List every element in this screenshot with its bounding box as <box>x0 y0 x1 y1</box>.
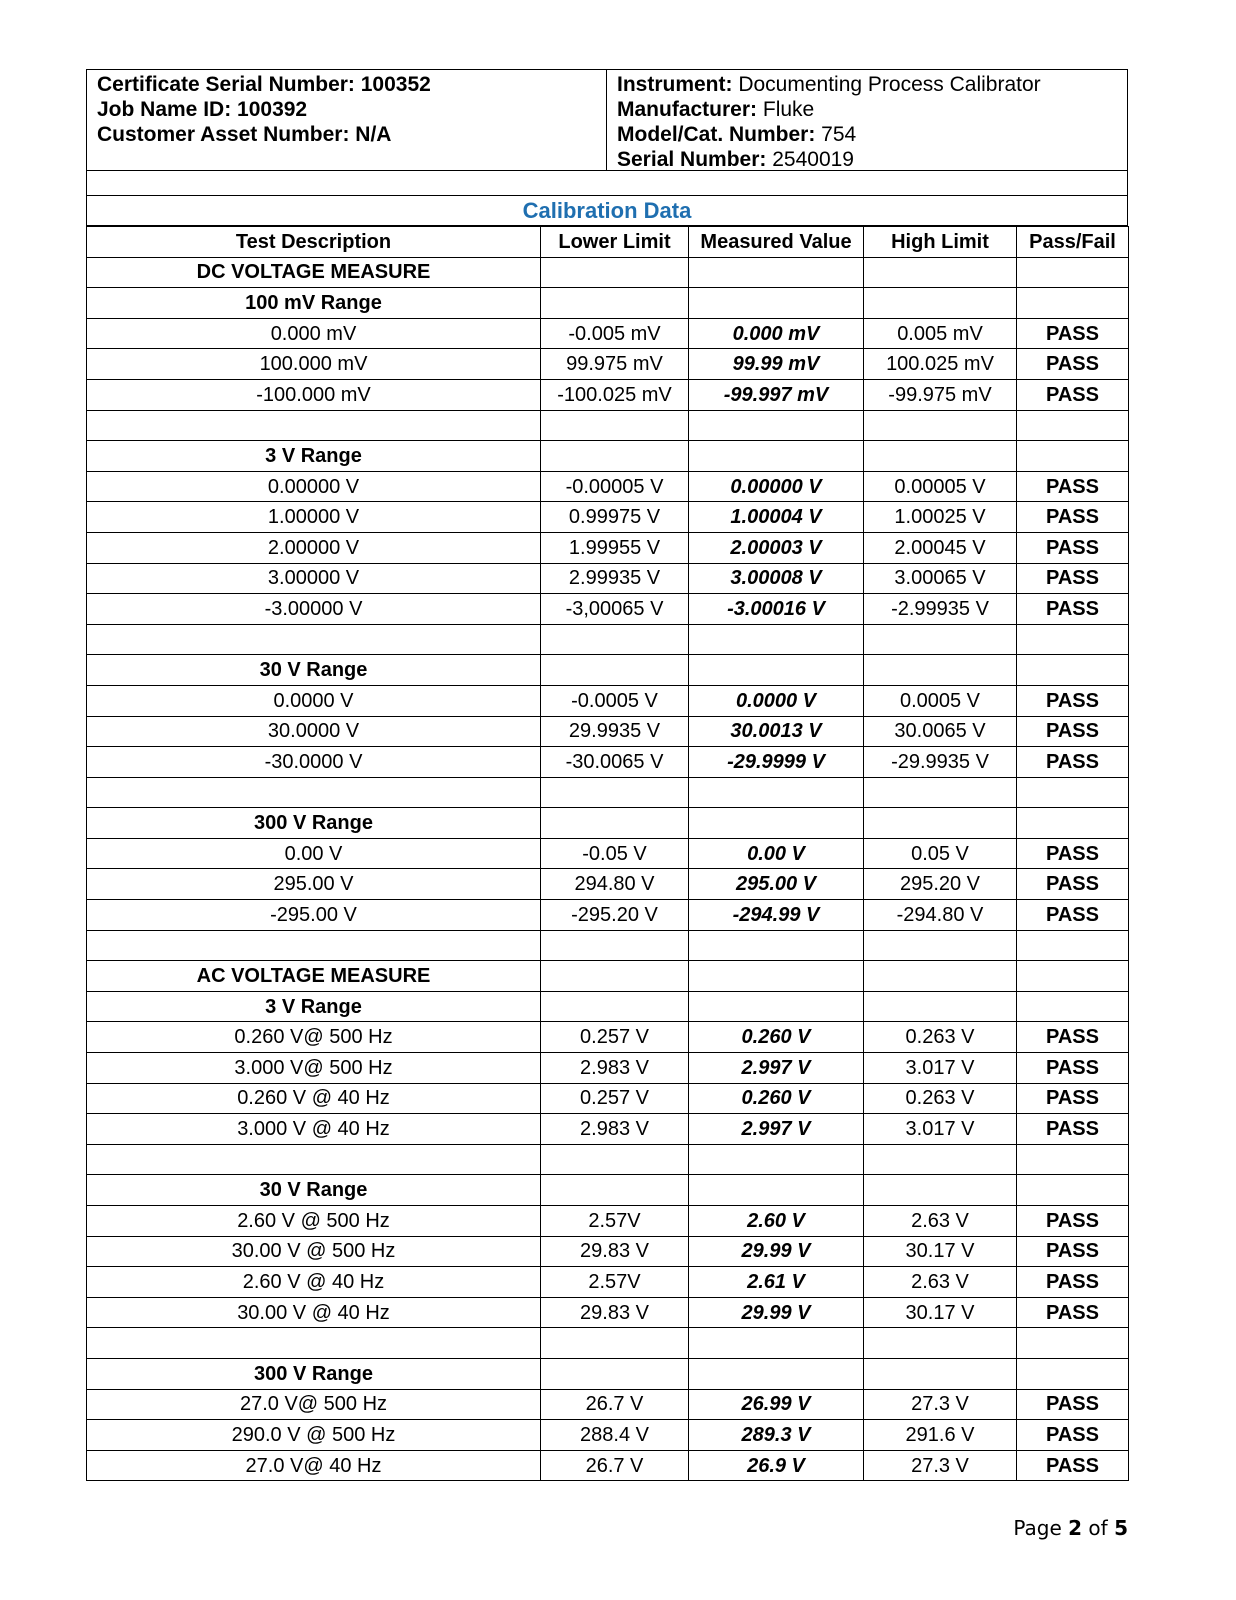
empty-cell <box>1017 1175 1129 1206</box>
empty-cell <box>87 624 541 655</box>
measured-value-cell: 2.00003 V <box>689 532 864 563</box>
table-row <box>87 1022 1129 1053</box>
column-header: Test Description <box>87 227 541 258</box>
test-description-cell: 3.00000 V <box>87 563 541 594</box>
empty-cell <box>864 624 1017 655</box>
lower-limit-cell: -100.025 mV <box>541 379 689 410</box>
pass-fail-cell: PASS <box>1017 1083 1129 1114</box>
empty-cell <box>541 961 689 992</box>
empty-cell <box>541 1175 689 1206</box>
column-header: High Limit <box>864 227 1017 258</box>
empty-cell <box>1017 441 1129 472</box>
empty-cell <box>689 441 864 472</box>
measured-value-cell: 2.60 V <box>689 1206 864 1237</box>
test-description-cell: 1.00000 V <box>87 502 541 533</box>
test-description-cell: 3.000 V@ 500 Hz <box>87 1053 541 1084</box>
empty-cell <box>87 777 541 808</box>
lower-limit-cell: 0.257 V <box>541 1022 689 1053</box>
pass-fail-cell: PASS <box>1017 532 1129 563</box>
pass-fail-cell: PASS <box>1017 594 1129 625</box>
empty-cell <box>87 1328 541 1359</box>
high-limit-cell: 295.20 V <box>864 869 1017 900</box>
empty-cell <box>541 655 689 686</box>
measured-value-cell: -3.00016 V <box>689 594 864 625</box>
lower-limit-cell: -0.0005 V <box>541 685 689 716</box>
test-description-cell: 0.260 V@ 500 Hz <box>87 1022 541 1053</box>
empty-cell <box>541 777 689 808</box>
measured-value-cell: 26.99 V <box>689 1389 864 1420</box>
empty-cell <box>1017 1358 1129 1389</box>
empty-cell <box>1017 961 1129 992</box>
empty-cell <box>864 288 1017 319</box>
test-description-cell: 0.000 mV <box>87 318 541 349</box>
lower-limit-cell: 2.57V <box>541 1206 689 1237</box>
table-row <box>87 1083 1129 1114</box>
section-label: 3 V Range <box>87 441 541 472</box>
high-limit-cell: 0.005 mV <box>864 318 1017 349</box>
measured-value-cell: 0.260 V <box>689 1022 864 1053</box>
measured-value-cell: 0.00000 V <box>689 471 864 502</box>
column-header: Lower Limit <box>541 227 689 258</box>
test-description-cell: 27.0 V@ 500 Hz <box>87 1389 541 1420</box>
customer-asset-number: Customer Asset Number: N/A <box>97 123 392 146</box>
lower-limit-cell: -30.0065 V <box>541 747 689 778</box>
lower-limit-cell: -3,00065 V <box>541 594 689 625</box>
page-number: Page 2 of 5 <box>1013 1516 1128 1540</box>
measured-value-cell: -29.9999 V <box>689 747 864 778</box>
measured-value-cell: 29.99 V <box>689 1297 864 1328</box>
empty-cell <box>541 288 689 319</box>
certificate-sheet <box>86 69 1128 1481</box>
empty-cell <box>541 624 689 655</box>
section-row <box>87 655 1129 686</box>
pass-fail-cell: PASS <box>1017 838 1129 869</box>
lower-limit-cell: -0.00005 V <box>541 471 689 502</box>
table-row <box>87 900 1129 931</box>
measured-value-cell: 1.00004 V <box>689 502 864 533</box>
section-row <box>87 1358 1129 1389</box>
lower-limit-cell: 0.257 V <box>541 1083 689 1114</box>
lower-limit-cell: 29.83 V <box>541 1297 689 1328</box>
lower-limit-cell: -295.20 V <box>541 900 689 931</box>
high-limit-cell: -99.975 mV <box>864 379 1017 410</box>
empty-cell <box>864 808 1017 839</box>
certificate-serial-number: Certificate Serial Number: 100352 <box>97 73 431 96</box>
pass-fail-cell: PASS <box>1017 1420 1129 1451</box>
test-description-cell: 3.000 V @ 40 Hz <box>87 1114 541 1145</box>
empty-cell <box>864 930 1017 961</box>
section-label: 100 mV Range <box>87 288 541 319</box>
table-row <box>87 1297 1129 1328</box>
test-description-cell: 0.00 V <box>87 838 541 869</box>
header-spacer-row <box>86 171 1128 196</box>
job-name-id: Job Name ID: 100392 <box>97 98 308 121</box>
blank-row <box>87 410 1129 441</box>
high-limit-cell: 30.17 V <box>864 1297 1017 1328</box>
header-right <box>607 70 1127 170</box>
empty-cell <box>864 961 1017 992</box>
high-limit-cell: -29.9935 V <box>864 747 1017 778</box>
table-row <box>87 838 1129 869</box>
table-row <box>87 1267 1129 1298</box>
certificate-header <box>86 69 1128 171</box>
test-description-cell: -100.000 mV <box>87 379 541 410</box>
section-label: DC VOLTAGE MEASURE <box>87 257 541 288</box>
empty-cell <box>1017 288 1129 319</box>
pass-fail-cell: PASS <box>1017 318 1129 349</box>
empty-cell <box>689 655 864 686</box>
pass-fail-cell: PASS <box>1017 379 1129 410</box>
empty-cell <box>1017 410 1129 441</box>
test-description-cell: 290.0 V @ 500 Hz <box>87 1420 541 1451</box>
table-row <box>87 379 1129 410</box>
lower-limit-cell: 26.7 V <box>541 1450 689 1481</box>
empty-cell <box>541 930 689 961</box>
empty-cell <box>864 655 1017 686</box>
empty-cell <box>689 991 864 1022</box>
empty-cell <box>864 777 1017 808</box>
empty-cell <box>1017 808 1129 839</box>
lower-limit-cell: 2.983 V <box>541 1053 689 1084</box>
test-description-cell: 27.0 V@ 40 Hz <box>87 1450 541 1481</box>
test-description-cell: 0.0000 V <box>87 685 541 716</box>
high-limit-cell: 3.017 V <box>864 1053 1017 1084</box>
pass-fail-cell: PASS <box>1017 563 1129 594</box>
table-row <box>87 471 1129 502</box>
lower-limit-cell: 294.80 V <box>541 869 689 900</box>
lower-limit-cell: -0.005 mV <box>541 318 689 349</box>
empty-cell <box>689 1175 864 1206</box>
pass-fail-cell: PASS <box>1017 1267 1129 1298</box>
high-limit-cell: -2.99935 V <box>864 594 1017 625</box>
high-limit-cell: 0.263 V <box>864 1022 1017 1053</box>
table-row <box>87 747 1129 778</box>
high-limit-cell: 30.0065 V <box>864 716 1017 747</box>
test-description-cell: -295.00 V <box>87 900 541 931</box>
pass-fail-cell: PASS <box>1017 685 1129 716</box>
empty-cell <box>689 777 864 808</box>
lower-limit-cell: 2.983 V <box>541 1114 689 1145</box>
pass-fail-cell: PASS <box>1017 1022 1129 1053</box>
empty-cell <box>864 1328 1017 1359</box>
test-description-cell: 2.00000 V <box>87 532 541 563</box>
empty-cell <box>689 1144 864 1175</box>
pass-fail-cell: PASS <box>1017 1450 1129 1481</box>
high-limit-cell: 0.05 V <box>864 838 1017 869</box>
lower-limit-cell: 2.99935 V <box>541 563 689 594</box>
empty-cell <box>864 1144 1017 1175</box>
empty-cell <box>1017 1328 1129 1359</box>
measured-value-cell: 2.997 V <box>689 1114 864 1145</box>
empty-cell <box>541 1144 689 1175</box>
empty-cell <box>864 991 1017 1022</box>
blank-row <box>87 930 1129 961</box>
measured-value-cell: -99.997 mV <box>689 379 864 410</box>
test-description-cell: 30.00 V @ 40 Hz <box>87 1297 541 1328</box>
pass-fail-cell: PASS <box>1017 1114 1129 1145</box>
high-limit-cell: -294.80 V <box>864 900 1017 931</box>
high-limit-cell: 27.3 V <box>864 1450 1017 1481</box>
empty-cell <box>1017 257 1129 288</box>
pass-fail-cell: PASS <box>1017 747 1129 778</box>
empty-cell <box>1017 655 1129 686</box>
empty-cell <box>864 257 1017 288</box>
instrument-line: Instrument: Documenting Process Calibrator <box>617 73 1041 96</box>
manufacturer-line: Manufacturer: Fluke <box>617 98 815 121</box>
lower-limit-cell: 288.4 V <box>541 1420 689 1451</box>
measured-value-cell: -294.99 V <box>689 900 864 931</box>
high-limit-cell: 0.00005 V <box>864 471 1017 502</box>
measured-value-cell: 0.0000 V <box>689 685 864 716</box>
lower-limit-cell: 99.975 mV <box>541 349 689 380</box>
empty-cell <box>689 808 864 839</box>
high-limit-cell: 291.6 V <box>864 1420 1017 1451</box>
pass-fail-cell: PASS <box>1017 349 1129 380</box>
blank-row <box>87 624 1129 655</box>
lower-limit-cell: 0.99975 V <box>541 502 689 533</box>
section-row <box>87 257 1129 288</box>
pass-fail-cell: PASS <box>1017 1389 1129 1420</box>
empty-cell <box>541 257 689 288</box>
table-row <box>87 594 1129 625</box>
test-description-cell: -3.00000 V <box>87 594 541 625</box>
high-limit-cell: 30.17 V <box>864 1236 1017 1267</box>
measured-value-cell: 26.9 V <box>689 1450 864 1481</box>
column-header: Measured Value <box>689 227 864 258</box>
empty-cell <box>1017 991 1129 1022</box>
empty-cell <box>689 1328 864 1359</box>
serial-number-line: Serial Number: 2540019 <box>617 148 854 171</box>
measured-value-cell: 0.000 mV <box>689 318 864 349</box>
test-description-cell: -30.0000 V <box>87 747 541 778</box>
high-limit-cell: 2.63 V <box>864 1206 1017 1237</box>
measured-value-cell: 289.3 V <box>689 1420 864 1451</box>
high-limit-cell: 27.3 V <box>864 1389 1017 1420</box>
measured-value-cell: 3.00008 V <box>689 563 864 594</box>
test-description-cell: 0.260 V @ 40 Hz <box>87 1083 541 1114</box>
empty-cell <box>87 410 541 441</box>
pass-fail-cell: PASS <box>1017 471 1129 502</box>
measured-value-cell: 2.61 V <box>689 1267 864 1298</box>
measured-value-cell: 2.997 V <box>689 1053 864 1084</box>
empty-cell <box>1017 624 1129 655</box>
empty-cell <box>87 1144 541 1175</box>
empty-cell <box>689 930 864 961</box>
test-description-cell: 0.00000 V <box>87 471 541 502</box>
pass-fail-cell: PASS <box>1017 502 1129 533</box>
empty-cell <box>689 288 864 319</box>
test-description-cell: 30.0000 V <box>87 716 541 747</box>
header-left <box>87 70 607 170</box>
blank-row <box>87 1328 1129 1359</box>
table-row <box>87 1420 1129 1451</box>
section-row <box>87 288 1129 319</box>
empty-cell <box>1017 777 1129 808</box>
empty-cell <box>541 991 689 1022</box>
table-row <box>87 1206 1129 1237</box>
pass-fail-cell: PASS <box>1017 1053 1129 1084</box>
test-description-cell: 295.00 V <box>87 869 541 900</box>
high-limit-cell: 3.017 V <box>864 1114 1017 1145</box>
column-header: Pass/Fail <box>1017 227 1129 258</box>
section-label: 30 V Range <box>87 1175 541 1206</box>
table-row <box>87 502 1129 533</box>
table-row <box>87 1053 1129 1084</box>
table-row <box>87 716 1129 747</box>
section-title: Calibration Data <box>86 196 1128 226</box>
blank-row <box>87 1144 1129 1175</box>
empty-cell <box>541 410 689 441</box>
table-row <box>87 1450 1129 1481</box>
empty-cell <box>864 1358 1017 1389</box>
section-row <box>87 1175 1129 1206</box>
pass-fail-cell: PASS <box>1017 1236 1129 1267</box>
high-limit-cell: 1.00025 V <box>864 502 1017 533</box>
table-row <box>87 532 1129 563</box>
high-limit-cell: 3.00065 V <box>864 563 1017 594</box>
empty-cell <box>1017 1144 1129 1175</box>
empty-cell <box>689 624 864 655</box>
pass-fail-cell: PASS <box>1017 900 1129 931</box>
calibration-table <box>86 226 1129 1481</box>
empty-cell <box>541 1328 689 1359</box>
empty-cell <box>689 257 864 288</box>
empty-cell <box>864 410 1017 441</box>
lower-limit-cell: 2.57V <box>541 1267 689 1298</box>
lower-limit-cell: -0.05 V <box>541 838 689 869</box>
measured-value-cell: 0.260 V <box>689 1083 864 1114</box>
empty-cell <box>864 1175 1017 1206</box>
table-row <box>87 685 1129 716</box>
high-limit-cell: 2.00045 V <box>864 532 1017 563</box>
empty-cell <box>87 930 541 961</box>
high-limit-cell: 0.0005 V <box>864 685 1017 716</box>
lower-limit-cell: 29.83 V <box>541 1236 689 1267</box>
section-row <box>87 961 1129 992</box>
table-row <box>87 869 1129 900</box>
empty-cell <box>864 441 1017 472</box>
test-description-cell: 100.000 mV <box>87 349 541 380</box>
measured-value-cell: 295.00 V <box>689 869 864 900</box>
lower-limit-cell: 29.9935 V <box>541 716 689 747</box>
table-row <box>87 349 1129 380</box>
table-row <box>87 318 1129 349</box>
empty-cell <box>689 1358 864 1389</box>
measured-value-cell: 30.0013 V <box>689 716 864 747</box>
model-line: Model/Cat. Number: 754 <box>617 123 857 146</box>
test-description-cell: 2.60 V @ 500 Hz <box>87 1206 541 1237</box>
empty-cell <box>541 1358 689 1389</box>
table-header-row <box>87 227 1129 258</box>
high-limit-cell: 2.63 V <box>864 1267 1017 1298</box>
test-description-cell: 2.60 V @ 40 Hz <box>87 1267 541 1298</box>
section-label: AC VOLTAGE MEASURE <box>87 961 541 992</box>
empty-cell <box>689 961 864 992</box>
test-description-cell: 30.00 V @ 500 Hz <box>87 1236 541 1267</box>
section-label: 30 V Range <box>87 655 541 686</box>
high-limit-cell: 0.263 V <box>864 1083 1017 1114</box>
calibration-table-body <box>87 257 1129 1481</box>
pass-fail-cell: PASS <box>1017 716 1129 747</box>
measured-value-cell: 29.99 V <box>689 1236 864 1267</box>
lower-limit-cell: 1.99955 V <box>541 532 689 563</box>
section-label: 3 V Range <box>87 991 541 1022</box>
empty-cell <box>541 441 689 472</box>
measured-value-cell: 0.00 V <box>689 838 864 869</box>
measured-value-cell: 99.99 mV <box>689 349 864 380</box>
section-row <box>87 808 1129 839</box>
high-limit-cell: 100.025 mV <box>864 349 1017 380</box>
pass-fail-cell: PASS <box>1017 869 1129 900</box>
empty-cell <box>1017 930 1129 961</box>
section-row <box>87 441 1129 472</box>
blank-row <box>87 777 1129 808</box>
pass-fail-cell: PASS <box>1017 1297 1129 1328</box>
table-row <box>87 1114 1129 1145</box>
section-row <box>87 991 1129 1022</box>
table-row <box>87 563 1129 594</box>
section-label: 300 V Range <box>87 1358 541 1389</box>
pass-fail-cell: PASS <box>1017 1206 1129 1237</box>
lower-limit-cell: 26.7 V <box>541 1389 689 1420</box>
empty-cell <box>689 410 864 441</box>
table-row <box>87 1236 1129 1267</box>
table-row <box>87 1389 1129 1420</box>
section-label: 300 V Range <box>87 808 541 839</box>
empty-cell <box>541 808 689 839</box>
